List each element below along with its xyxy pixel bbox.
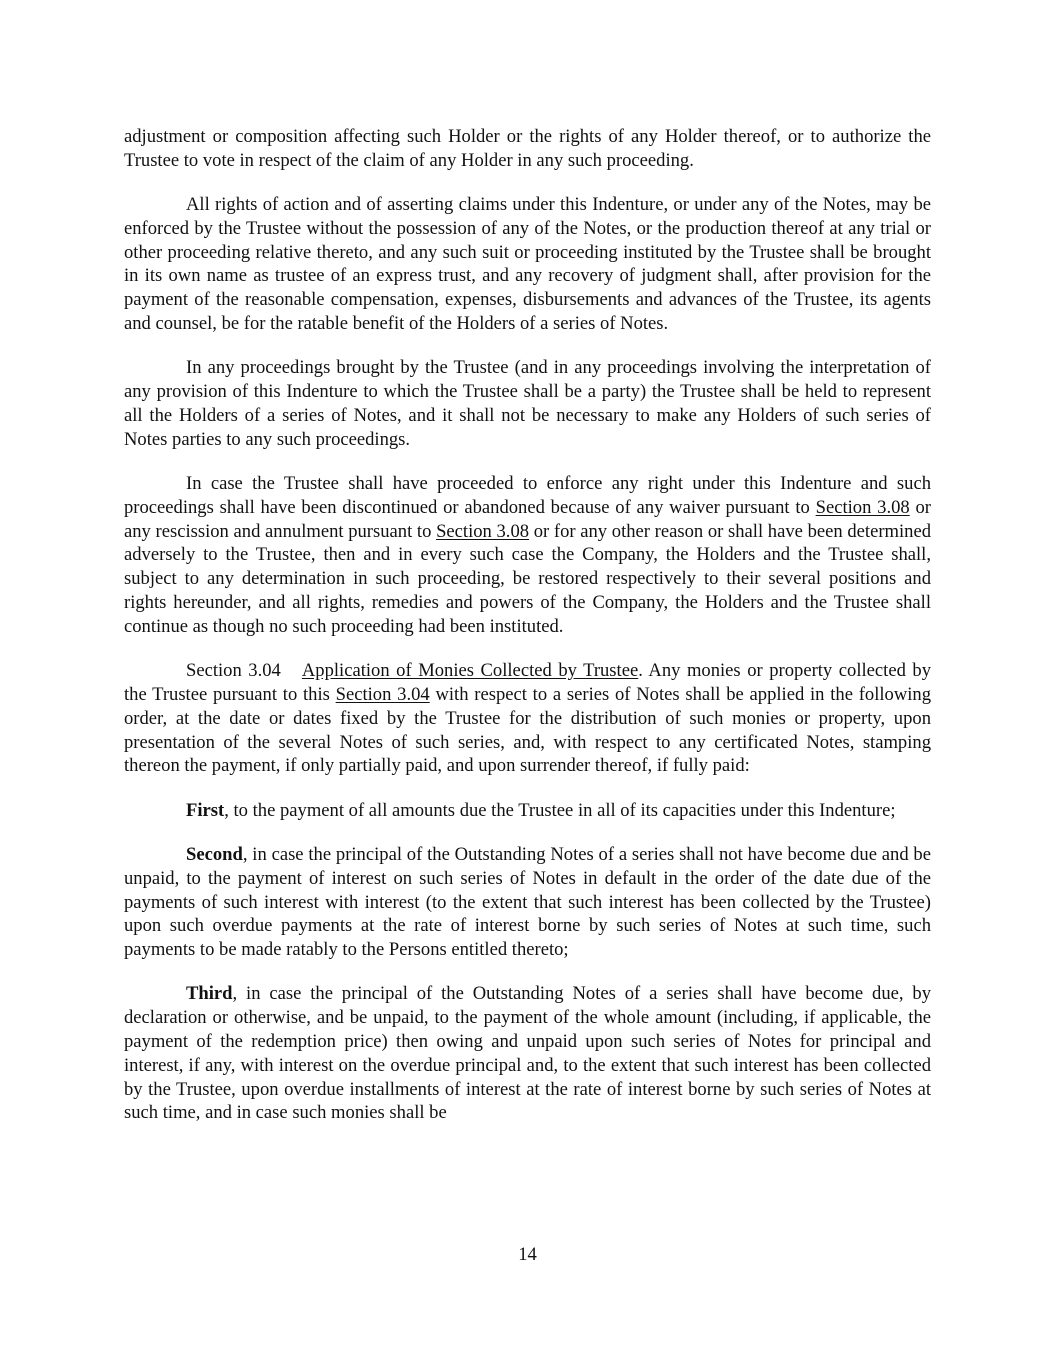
priority-label: Third — [186, 983, 233, 1005]
text-segment: or any rescission and annulment pursuant to — [124, 496, 931, 542]
paragraph-trustee-represents-holders: In any proceedings brought by the Trustee (and in any proceedings involving the interpretation of any provision of this Indenture to which the Trustee shall be a party) the Trustee shall be held to represent all the Holders of a series of Notes, and it shall not be necessary to make any Holders of such series of Notes parties to any such proceedings. — [124, 357, 931, 450]
document-page — [124, 125, 931, 1146]
priority-label: First — [186, 799, 225, 821]
section-number: Section 3.04 — [186, 660, 281, 682]
paragraph-rights-of-action: All rights of action and of asserting claims under this Indenture, or under any of the Notes, may be enforced by the Trustee without the possession of any of the Notes, or the production thereof at any trial or other proceeding relative thereto, and any such suit or proceeding instituted by the Trustee shall be brought in its own name as trustee of an express trust, and any recovery of judgment shall, after provision for the payment of the reasonable compensation, expenses, disbursements and advances of the Trustee, its agents and counsel, be for the ratable benefit of the Holders of a series of Notes. — [124, 194, 931, 335]
section-3-04-paragraph — [124, 659, 931, 778]
priority-first-paragraph — [124, 799, 931, 823]
text-segment: . Any monies or property collected by the Trustee pursuant to this — [124, 660, 931, 705]
text-segment: , to the payment of all amounts due the Trustee in all of its capacities under this Indenture; — [224, 799, 896, 821]
text-segment: In case the Trustee shall have proceeded to enforce any right under this Indenture and such proceedings shall have been discontinued or abandoned because of any waiver pursuant to — [124, 473, 931, 518]
section-reference-link: Section 3.08 — [436, 520, 530, 542]
text-segment: , in case the principal of the Outstanding Notes of a series shall have become due, by declaration or otherwise, and be unpaid, to the payment of the whole amount (including, if applicable, the payment of the redemption price) then owing and unpaid upon such series of Notes for principal and interest, if any, with interest on the overdue principal and, to the extent that such interest has been collected by the Trustee, upon overdue installments of interest at the rate of interest borne by such series of Notes at such time, and in case such monies shall be — [124, 983, 931, 1124]
priority-third-paragraph — [124, 982, 931, 1125]
section-title: Application of Monies Collected by Trustee — [301, 660, 639, 682]
priority-second-paragraph — [124, 843, 931, 962]
paragraph-restoration-of-rights — [124, 472, 931, 639]
text-segment: with respect to a series of Notes shall be applied in the following order, at the date or dates fixed by the Trustee for the distribution of such monies or property, upon presentation of the several Notes of such series, and, with respect to any certificated Notes, stamping thereon the payment, if only partially paid, and upon surrender thereof, if fully paid: — [124, 683, 932, 777]
text-segment: , in case the principal of the Outstanding Notes of a series shall not have become due and be unpaid, to the payment of interest on such series of Notes in default in the order of the date due of the payments of such interest with interest (to the extent that such interest has been collected by the Trustee) upon such overdue payments at the rate of interest borne by such series of Notes at such time, such payments to be made ratably to the Persons entitled thereto; — [124, 843, 931, 961]
section-reference-link: Section 3.08 — [815, 496, 910, 518]
section-reference-link: Section 3.04 — [335, 683, 430, 705]
priority-label: Second — [186, 843, 243, 865]
paragraph-continuation: adjustment or composition affecting such Holder or the rights of any Holder thereof, or to authorize the Trustee to vote in respect of the claim of any Holder in any such proceeding. — [124, 126, 931, 171]
text-segment: or for any other reason or shall have been determined adversely to the Trustee, then and in every such case the Company, the Holders and the Trustee shall, subject to any determination in such proceeding, be restored respectively to their several positions and rights hereunder, and all rights, remedies and powers of the Company, the Holders and the Trustee shall continue as though no such proceeding had been instituted. — [124, 520, 931, 637]
page-number: 14 — [518, 1244, 537, 1265]
